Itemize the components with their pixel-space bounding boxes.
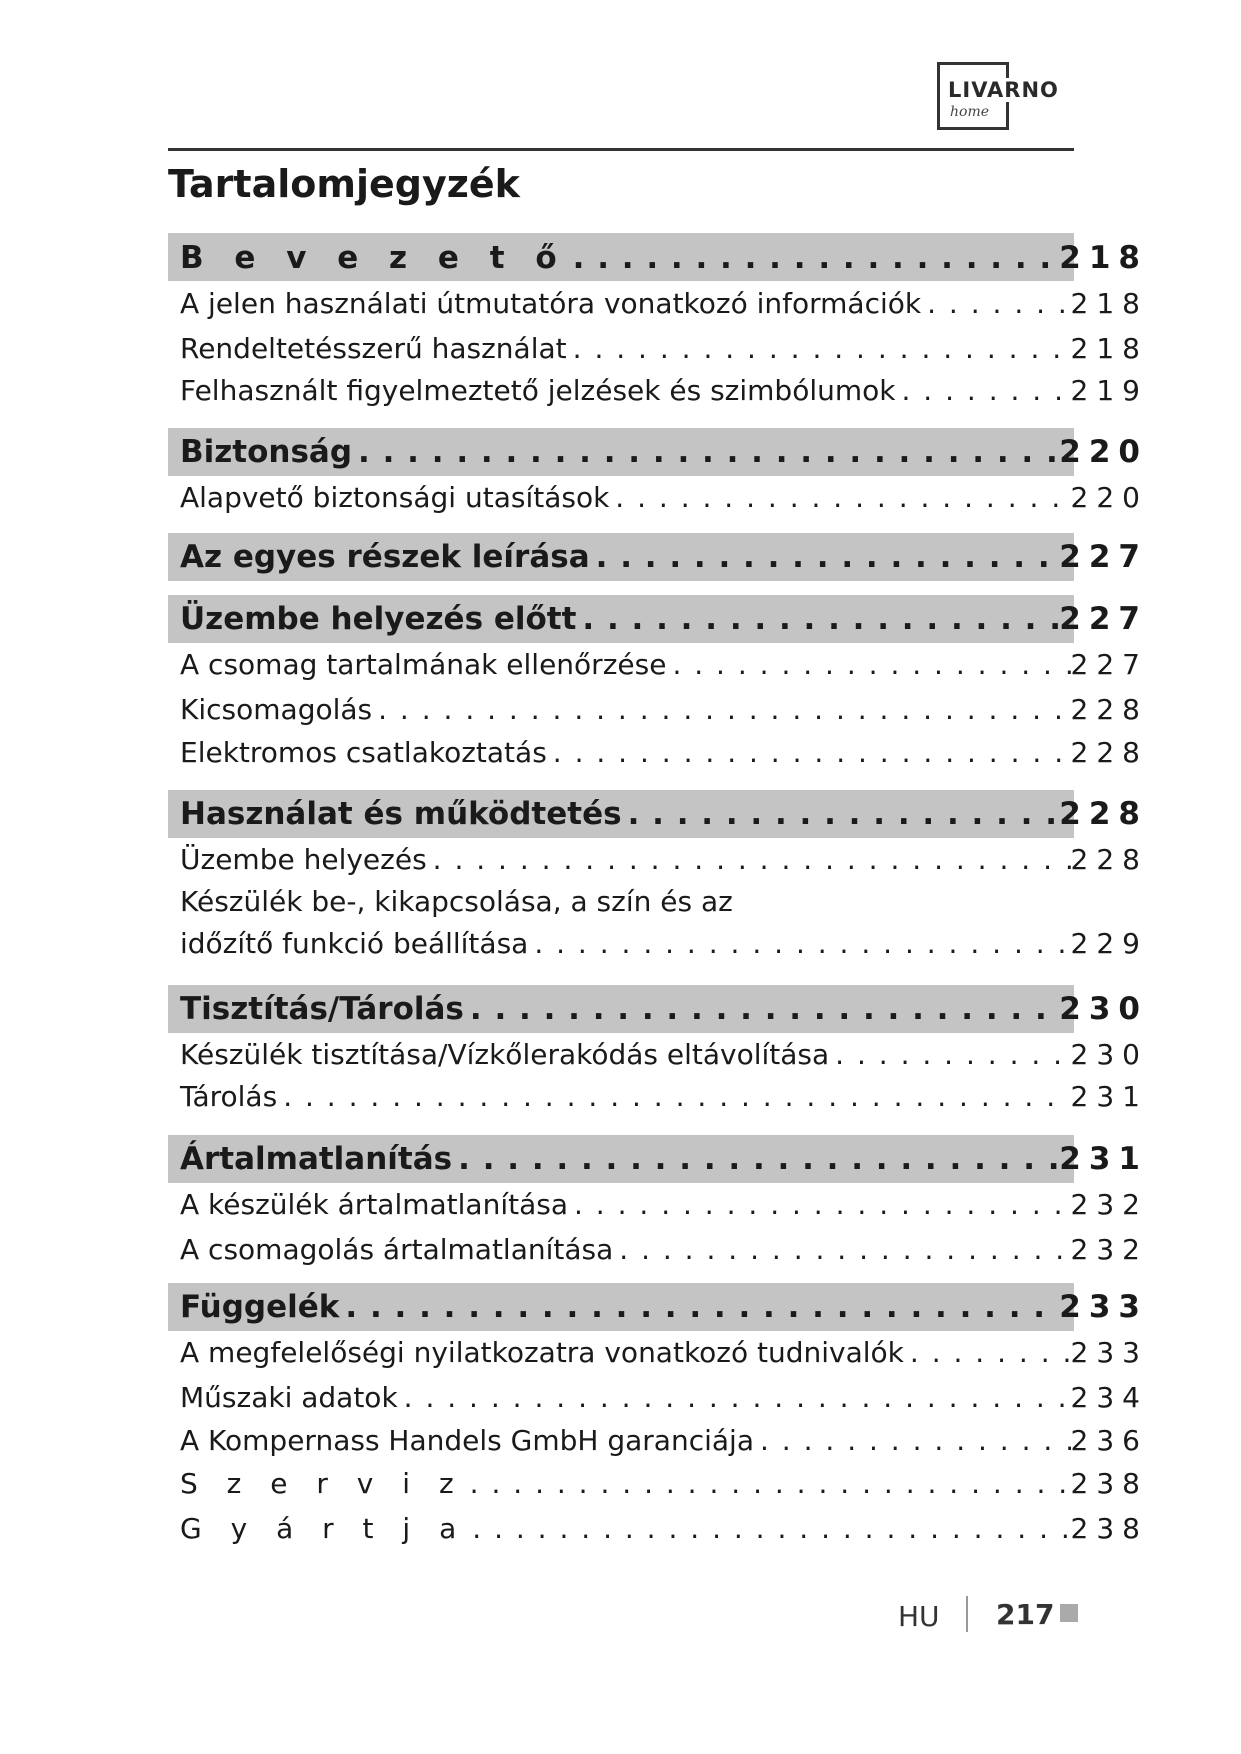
toc-section-row[interactable]: Függelék . . . 233: [168, 1287, 1148, 1327]
toc-section-row[interactable]: Használat és működtetés . . . 228: [168, 794, 1148, 834]
toc-entry-row[interactable]: A csomagolás ártalmatlanítása . . . 232: [168, 1229, 1148, 1269]
footer-language: HU: [898, 1600, 940, 1633]
toc-entry-row[interactable]: Üzembe helyezés . . . 228: [168, 839, 1148, 879]
toc-section-row[interactable]: Biztonság . . . 220: [168, 432, 1148, 472]
toc-entry-row[interactable]: A készülék ártalmatlanítása . . . 232: [168, 1184, 1148, 1224]
toc-section-row[interactable]: Az egyes részek leírása . . . 227: [168, 537, 1148, 577]
logo-brand: LIVARNO: [948, 78, 1059, 102]
toc-entry-row[interactable]: A megfelelőségi nyilatkozatra vonatkozó tudnivalók . . . 233: [168, 1332, 1148, 1372]
toc-entry-row[interactable]: A csomag tartalmának ellenőrzése . . . 227: [168, 644, 1148, 684]
toc-entry-row[interactable]: G y á r t j a . . . 238: [168, 1508, 1148, 1548]
toc-entry-row[interactable]: Műszaki adatok . . . 234: [168, 1377, 1148, 1417]
toc-entry-row[interactable]: Tárolás . . . 231: [168, 1076, 1148, 1116]
toc-entry-row[interactable]: Elektromos csatlakoztatás . . . 228: [168, 732, 1148, 772]
toc-entry-row[interactable]: Készülék tisztítása/Vízkőlerakódás eltávolítása . . . 230: [168, 1034, 1148, 1074]
toc-entry-row[interactable]: időzítő funkció beállítása . . . 229: [168, 923, 1148, 963]
footer-page-number: 217: [996, 1598, 1055, 1631]
page-title: Tartalomjegyzék: [168, 162, 520, 206]
toc-entry-row[interactable]: A Kompernass Handels GmbH garanciája . . . 236: [168, 1420, 1148, 1460]
toc-entry-row[interactable]: Alapvető biztonsági utasítások . . . 220: [168, 477, 1148, 517]
toc-entry-row-wrap[interactable]: Készülék be-, kikapcsolása, a szín és az: [180, 884, 733, 918]
footer-square-icon: [1060, 1604, 1078, 1622]
logo-sub: home: [950, 104, 990, 120]
toc-entry-row[interactable]: A jelen használati útmutatóra vonatkozó információk . . . 218: [168, 283, 1148, 323]
header-rule: [168, 148, 1074, 151]
toc-section-row[interactable]: Tisztítás/Tárolás . . . 230: [168, 989, 1148, 1029]
footer-separator: [966, 1596, 968, 1632]
toc-entry-row[interactable]: S z e r v i z . . . 238: [168, 1463, 1148, 1503]
toc-section-row[interactable]: B e v e z e t ő . . . 218: [168, 238, 1148, 278]
toc-entry-row[interactable]: Rendeltetésszerű használat . . . 218: [168, 328, 1148, 368]
toc-section-row[interactable]: Ártalmatlanítás . . . 231: [168, 1139, 1148, 1179]
toc-entry-row[interactable]: Kicsomagolás . . . 228: [168, 689, 1148, 729]
toc-entry-row[interactable]: Felhasznált figyelmeztető jelzések és szimbólumok . . . 219: [168, 370, 1148, 410]
toc-section-row[interactable]: Üzembe helyezés előtt . . . 227: [168, 599, 1148, 639]
